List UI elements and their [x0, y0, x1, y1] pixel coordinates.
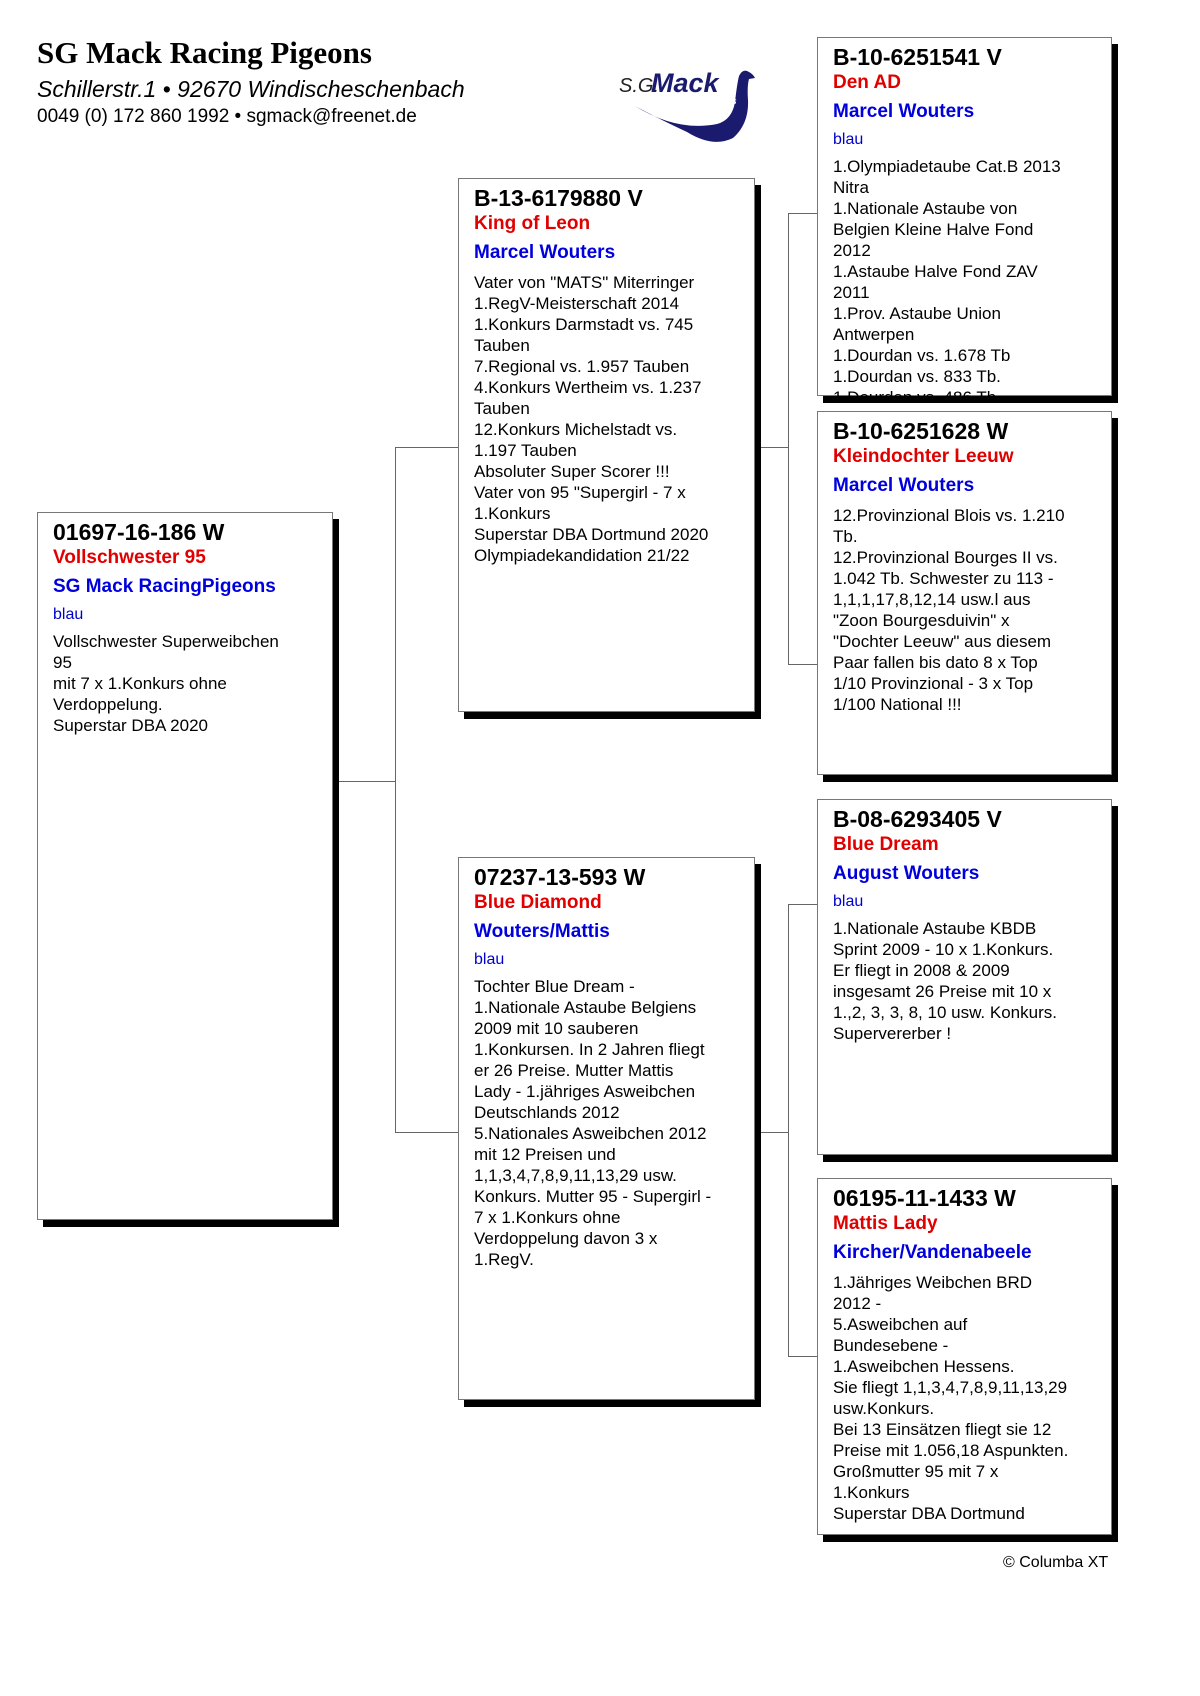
pigeon-card-sire-dam — [817, 411, 1112, 775]
pigeon-name: Vollschwester 95 — [53, 547, 206, 569]
sg-mack-logo — [617, 62, 757, 146]
connector-sire-vertical — [788, 213, 789, 665]
connector-gen1-vertical — [395, 447, 396, 1133]
pigeon-color: blau — [474, 951, 505, 969]
connector-subject — [333, 781, 395, 782]
logo-sub: RACING PIGEONS — [675, 99, 737, 106]
pigeon-name: Kleindochter Leeuw — [833, 446, 1014, 468]
ring-number: 06195-11-1433 W — [833, 1185, 1016, 1211]
ring-number: B-10-6251541 V — [833, 44, 1002, 70]
pigeon-color: blau — [833, 131, 864, 149]
logo-main: Mack — [651, 68, 719, 98]
pigeon-card-sire — [458, 178, 755, 712]
breeder-name: Marcel Wouters — [833, 475, 975, 497]
pigeon-notes: Tochter Blue Dream - 1.Nationale Astaube Belgiens 2009 mit 10 sauberen 1.Konkursen. In 2 Jahren fliegt er 26 Preise. Mutter Mattis Lady - 1.jähriges Asweibchen Deutschlands 2012 5.Nationales Asweibchen 2012 mit 12 Preisen und 1,1,3,4,7,8,9,11,13,29 usw. Konkurs. Mutter 95 - Supergirl - 7 x 1.Konkurs ohne Verdoppelung davon 3 x 1.RegV. — [474, 977, 712, 1270]
pigeon-color: blau — [833, 893, 864, 911]
breeder-name: Kircher/Vandenabeele — [833, 1242, 1032, 1264]
connector-to-sire — [395, 447, 458, 448]
pigeon-notes: 1.Nationale Astaube KBDB Sprint 2009 - 10 x 1.Konkurs. Er fliegt in 2008 & 2009 insgesamt 26 Preise mit 10 x 1.,2, 3, 3, 8, 10 usw. Konkurs. Supervererber ! — [833, 919, 1057, 1044]
breeder-name: Wouters/Mattis — [474, 921, 610, 943]
connector-to-sire-sire — [788, 213, 817, 214]
breeder-name: Marcel Wouters — [833, 101, 975, 123]
pigeon-name: Den AD — [833, 72, 901, 94]
breeder-name: Marcel Wouters — [474, 242, 616, 264]
connector-dam — [755, 1132, 788, 1133]
ring-number: B-13-6179880 V — [474, 185, 643, 211]
pigeon-name: King of Leon — [474, 213, 591, 235]
logo-prefix: S.G. — [619, 75, 660, 97]
connector-dam-vertical — [788, 904, 789, 1357]
connector-to-dam-dam — [788, 1356, 817, 1357]
breeder-address: Schillerstr.1 • 92670 Windischeschenbach — [37, 76, 465, 102]
pigeon-notes: Vollschwester Superweibchen 95 mit 7 x 1.Konkurs ohne Verdoppelung. Superstar DBA 2020 — [53, 632, 279, 736]
pigeon-name: Blue Diamond — [474, 892, 602, 914]
breeder-contact: 0049 (0) 172 860 1992 • sgmack@freenet.de — [37, 106, 417, 127]
connector-to-dam-sire — [788, 904, 817, 905]
pigeon-card-dam-dam — [817, 1178, 1112, 1535]
pigeon-notes: Vater von "MATS" Miterringer 1.RegV-Meisterschaft 2014 1.Konkurs Darmstadt vs. 745 Tauben 7.Regional vs. 1.957 Tauben 4.Konkurs Wertheim vs. 1.237 Tauben 12.Konkurs Michelstadt vs. 1.197 Tauben Absoluter Super Scorer !!! Vater von 95 "Supergirl - 7 x 1.Konkurs Superstar DBA Dortmund 2020 Olympiadekandidation 21/22 — [474, 273, 709, 566]
pigeon-card-dam — [458, 857, 755, 1400]
breeder-title: SG Mack Racing Pigeons — [37, 35, 372, 70]
ring-number: 01697-16-186 W — [53, 519, 225, 545]
pigeon-logo-icon — [617, 62, 757, 146]
connector-sire — [755, 447, 788, 448]
pigeon-notes: 1.Olympiadetaube Cat.B 2013 Nitra 1.Nationale Astaube von Belgien Kleine Halve Fond 2012 1.Astaube Halve Fond ZAV 2011 1.Prov. Astaube Union Antwerpen 1.Dourdan vs. 1.678 Tb 1.Dourdan vs. 833 Tb. 1.Dourdan vs. 486 Tb. — [833, 157, 1061, 408]
ring-number: 07237-13-593 W — [474, 864, 646, 890]
pigeon-card-subject — [37, 512, 333, 1220]
pigeon-color: blau — [53, 606, 84, 624]
pigeon-name: Mattis Lady — [833, 1213, 938, 1235]
connector-to-sire-dam — [788, 664, 817, 665]
pigeon-card-dam-sire — [817, 799, 1112, 1155]
pigeon-card-sire-sire — [817, 37, 1112, 408]
pigeon-notes: 1.Jähriges Weibchen BRD 2012 - 5.Asweibchen auf Bundesebene - 1.Asweibchen Hessens. Sie fliegt 1,1,3,4,7,8,9,11,13,29 usw.Konkurs. Bei 13 Einsätzen fliegt sie 12 Preise mit 1.056,18 Aspunkten. Großmutter 95 mit 7 x 1.Konkurs Superstar DBA Dortmund — [833, 1273, 1069, 1524]
pigeon-name: Blue Dream — [833, 834, 939, 856]
ring-number: B-08-6293405 V — [833, 806, 1002, 832]
copyright-footer: © Columba XT — [1003, 1554, 1109, 1571]
pigeon-notes: 12.Provinzional Blois vs. 1.210 Tb. 12.Provinzional Bourges II vs. 1.042 Tb. Schwester zu 113 - 1,1,1,17,8,12,14 usw.l aus "Zoon Bourgesduivin" x "Dochter Leeuw" aus diesem Paar fallen bis dato 8 x Top 1/10 Provinzional - 3 x Top 1/100 National !!! — [833, 506, 1065, 715]
connector-to-dam — [395, 1132, 458, 1133]
breeder-name: August Wouters — [833, 863, 980, 885]
breeder-name: SG Mack RacingPigeons — [53, 576, 276, 598]
ring-number: B-10-6251628 W — [833, 418, 1009, 444]
